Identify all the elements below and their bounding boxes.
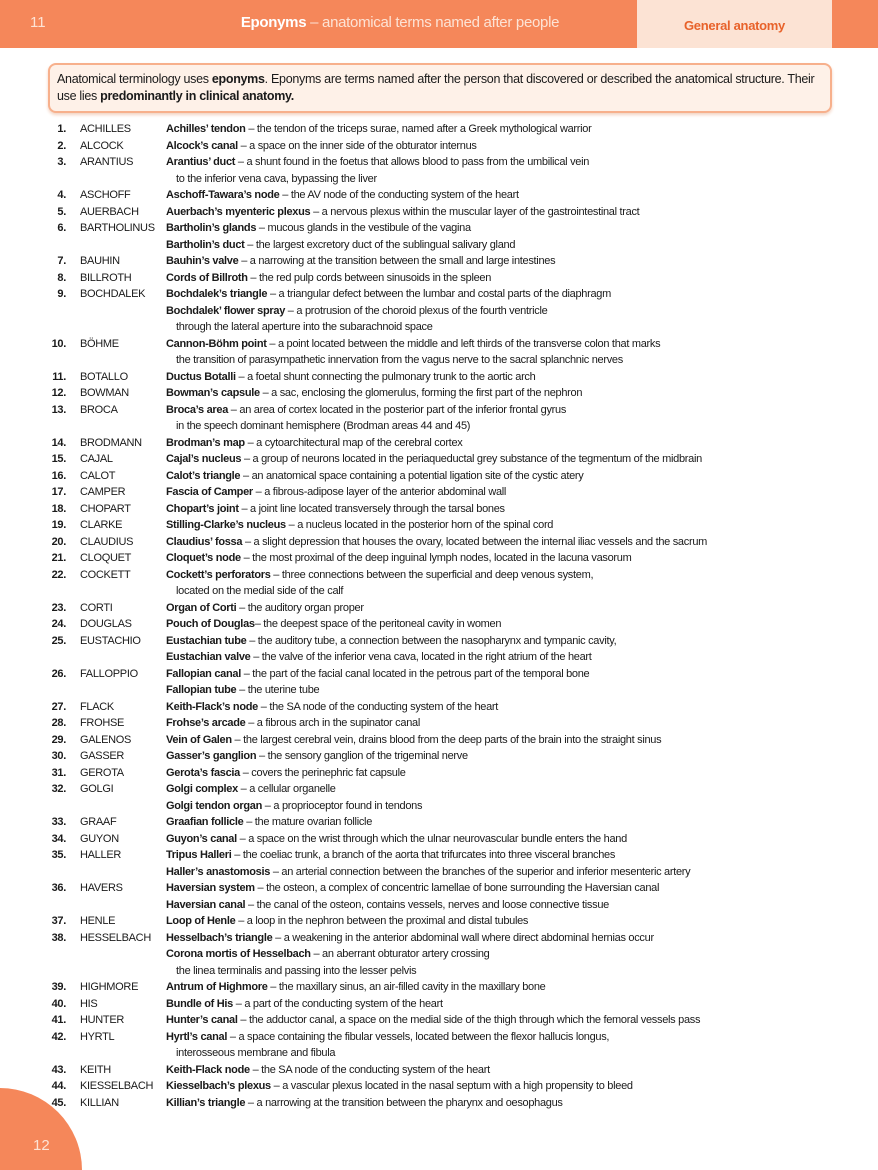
- list-item: [0, 765, 878, 782]
- entry-term: Antrum of Highmore: [166, 981, 268, 993]
- entry-number: 7.: [57, 255, 66, 267]
- entry-number: 29.: [51, 733, 66, 746]
- entry-description: – a part of the conducting system of the heart: [233, 997, 443, 1010]
- entry-description: – the deepest space of the peritoneal cavity in women: [254, 618, 502, 630]
- entry-description: – the auditory tube, a connection between the nasopharynx and tympanic cavity,: [246, 634, 617, 647]
- entry-name: AUERBACH: [80, 205, 139, 218]
- entry-number: 19.: [51, 519, 66, 531]
- entry-term: Loop of Henle: [166, 915, 236, 927]
- entry-number: 15.: [51, 453, 66, 465]
- entry-description: – a sac, enclosing the glomerulus, forming the first part of the nephron: [259, 387, 583, 399]
- entry-term: Kiesselbach’s plexus: [166, 1080, 271, 1092]
- entry-name: CALOT: [80, 469, 116, 482]
- entry-number: 8.: [57, 271, 66, 284]
- entry-description: – a protrusion of the choroid plexus of the fourth ventricle: [285, 304, 548, 317]
- list-item: [0, 385, 878, 402]
- entry-number: 35.: [51, 849, 66, 861]
- entry-name: BILLROTH: [80, 271, 132, 284]
- entry-description: – an area of cortex located in the posterior part of the inferior frontal gyrus: [228, 403, 567, 416]
- entry-description-continued: to the inferior vena cava, bypassing the liver: [176, 172, 377, 185]
- entry-name: GUYON: [80, 832, 119, 845]
- title-rest: – anatomical terms named after people: [306, 14, 560, 31]
- list-item-continuation: [0, 583, 878, 600]
- entry-term: Haversian canal: [166, 898, 246, 911]
- entry-name: ACHILLES: [80, 123, 131, 135]
- entry-name: FROHSE: [80, 717, 125, 729]
- entry-term: Bochdalek’s triangle: [166, 288, 268, 300]
- list-item: [0, 864, 878, 881]
- list-item: [0, 369, 878, 386]
- entry-number: 43.: [51, 1063, 66, 1076]
- entry-description: – covers the perinephric fat capsule: [239, 766, 406, 779]
- list-item: [0, 121, 878, 138]
- entry-description: – a narrowing at the transition between the pharynx and oesophagus: [245, 1096, 563, 1109]
- entry-term: Haller’s anastomosis: [166, 865, 271, 878]
- entry-term: Vein of Galen: [166, 733, 232, 746]
- entry-description: – the red pulp cords between sinusoids in the spleen: [247, 271, 492, 284]
- list-item-continuation: [0, 352, 878, 369]
- entry-term: Hyrtl’s canal: [166, 1030, 228, 1043]
- intro-text: . Eponyms are terms named after the person that discovered or described the anatomical structure. Their use lies: [57, 72, 815, 103]
- entry-number: 28.: [51, 717, 66, 729]
- entry-description: – a slight depression that houses the ovary, located between the internal iliac vessels and the sacrum: [242, 535, 707, 548]
- entry-number: 39.: [51, 981, 66, 993]
- entry-name: GRAAF: [80, 816, 117, 828]
- entry-description: – the largest excretory duct of the sublingual salivary gland: [244, 238, 516, 251]
- list-item: [0, 1012, 878, 1029]
- list-item: [0, 451, 878, 468]
- list-item: [0, 468, 878, 485]
- entry-name: GALENOS: [80, 733, 132, 746]
- list-item: [0, 550, 878, 567]
- entry-term: Fascia of Camper: [166, 486, 253, 498]
- entry-term: Eustachian valve: [166, 651, 251, 663]
- entry-name: BOTALLO: [80, 370, 128, 383]
- list-item: [0, 1095, 878, 1112]
- entry-term: Killian’s triangle: [166, 1096, 246, 1109]
- entry-description-continued: the linea terminalis and passing into the lesser pelvis: [176, 964, 417, 977]
- entry-term: Arantius’ duct: [166, 156, 236, 168]
- list-item: [0, 649, 878, 666]
- entry-number: 12.: [51, 387, 66, 399]
- entry-term: Golgi tendon organ: [166, 799, 263, 812]
- entry-term: Bartholin’s duct: [166, 238, 245, 251]
- list-item: [0, 534, 878, 551]
- entry-number: 17.: [51, 486, 66, 498]
- entry-name: HALLER: [80, 849, 121, 861]
- entry-number: 42.: [51, 1030, 66, 1043]
- entry-term: Cloquet’s node: [166, 552, 241, 564]
- entry-name: CHOPART: [80, 502, 131, 515]
- list-item-continuation: [0, 319, 878, 336]
- list-item-continuation: [0, 963, 878, 980]
- entry-name: ASCHOFF: [80, 189, 131, 201]
- entry-name: FALLOPPIO: [80, 667, 138, 680]
- entry-name: GOLGI: [80, 783, 114, 795]
- entry-name: HENLE: [80, 915, 116, 927]
- entry-description: – a proprioceptor found in tendons: [262, 799, 423, 812]
- entry-name: HESSELBACH: [80, 931, 151, 944]
- entry-name: GASSER: [80, 750, 125, 762]
- entry-number: 13.: [51, 403, 66, 416]
- list-item: [0, 253, 878, 270]
- entry-description: – the auditory organ proper: [236, 601, 364, 614]
- entry-term: Hesselbach’s triangle: [166, 931, 273, 944]
- entry-name: BRODMANN: [80, 436, 142, 449]
- entry-description: – an aberrant obturator artery crossing: [310, 948, 490, 960]
- entry-description: – a joint line located transversely through the tarsal bones: [238, 502, 505, 515]
- entry-description: – a cellular organelle: [237, 783, 336, 795]
- list-item: [0, 402, 878, 419]
- list-item: [0, 930, 878, 947]
- entry-term: Hunter’s canal: [166, 1014, 238, 1026]
- list-item: [0, 336, 878, 353]
- entry-name: CLOQUET: [80, 552, 132, 564]
- entry-description: – a fibrous-adipose layer of the anterior abdominal wall: [252, 486, 507, 498]
- list-item: [0, 996, 878, 1013]
- entry-description-continued: through the lateral aperture into the subarachnoid space: [176, 321, 433, 333]
- entry-term: Cords of Billroth: [166, 271, 248, 284]
- entry-term: Alcock’s canal: [166, 139, 238, 152]
- list-item: [0, 682, 878, 699]
- entry-number: 31.: [51, 766, 66, 779]
- entry-description: – an arterial connection between the branches of the superior and inferior mesenteric artery: [270, 865, 691, 878]
- entry-number: 16.: [51, 469, 66, 482]
- list-item: [0, 979, 878, 996]
- entry-number: 23.: [51, 601, 66, 614]
- section-tab: [637, 0, 832, 48]
- entry-number: 3.: [57, 156, 66, 168]
- entry-name: BARTHOLINUS: [80, 222, 155, 234]
- entry-term: Stilling-Clarke’s nucleus: [166, 519, 286, 531]
- entry-description: – three connections between the superficial and deep venous system,: [270, 568, 594, 581]
- entry-description: – a weakening in the anterior abdominal wall where direct abdominal hernias occur: [272, 931, 654, 944]
- entry-term: Bundle of His: [166, 997, 233, 1010]
- entry-name: CLARKE: [80, 519, 123, 531]
- entry-description: – a group of neurons located in the periaqueductal grey substance of the tegmentum of the midbrain: [241, 453, 702, 465]
- entry-name: HAVERS: [80, 882, 123, 894]
- intro-text: Anatomical terminology uses: [57, 72, 212, 86]
- entry-name: HIGHMORE: [80, 981, 139, 993]
- entry-term: Tripus Halleri: [166, 849, 232, 861]
- list-item: [0, 831, 878, 848]
- entry-description: – a triangular defect between the lumbar and costal parts of the diaphragm: [267, 288, 611, 300]
- entry-number: 33.: [51, 816, 66, 828]
- entry-name: KIESSELBACH: [80, 1080, 154, 1092]
- entry-term: Gasser’s ganglion: [166, 750, 257, 762]
- entry-description: – the canal of the osteon, contains vessels, nerves and loose connective tissue: [245, 898, 609, 911]
- entry-term: Bartholin’s glands: [166, 222, 257, 234]
- list-item: [0, 303, 878, 320]
- list-item: [0, 138, 878, 155]
- list-item: [0, 666, 878, 683]
- entry-name: CORTI: [80, 601, 113, 614]
- entry-term: Cajal’s nucleus: [166, 453, 242, 465]
- entry-description: – a foetal shunt connecting the pulmonary trunk to the aortic arch: [235, 370, 536, 383]
- list-item: [0, 270, 878, 287]
- entry-name: EUSTACHIO: [80, 634, 141, 647]
- entry-name: BOWMAN: [80, 387, 129, 399]
- list-item: [0, 1062, 878, 1079]
- entry-term: Golgi complex: [166, 783, 238, 795]
- entry-description: – a fibrous arch in the supinator canal: [245, 717, 420, 729]
- entry-term: Aschoff-Tawara’s node: [166, 189, 280, 201]
- entry-name: BOCHDALEK: [80, 288, 146, 300]
- entry-description: – the maxillary sinus, an air-filled cavity in the maxillary bone: [267, 981, 546, 993]
- entry-name: ALCOCK: [80, 139, 124, 152]
- list-item: [0, 484, 878, 501]
- entry-name: HYRTL: [80, 1030, 115, 1043]
- title-bold: Eponyms: [240, 14, 307, 31]
- entry-description: – a shunt found in the foetus that allows blood to pass from the umbilical vein: [235, 156, 590, 168]
- list-item: [0, 567, 878, 584]
- list-item: [0, 633, 878, 650]
- entry-name: DOUGLAS: [80, 618, 132, 630]
- entry-number: 2.: [57, 139, 66, 152]
- entry-name: BÖHME: [80, 337, 119, 350]
- entry-number: 14.: [51, 436, 66, 449]
- entry-term: Frohse’s arcade: [166, 717, 246, 729]
- list-item: [0, 435, 878, 452]
- list-item-continuation: [0, 171, 878, 188]
- list-item: [0, 946, 878, 963]
- list-item: [0, 699, 878, 716]
- list-item: [0, 913, 878, 930]
- entry-description: – a vascular plexus located in the nasal septum with a high propensity to bleed: [270, 1080, 633, 1092]
- entry-number: 27.: [51, 700, 66, 713]
- list-item: [0, 517, 878, 534]
- entry-name: CAMPER: [80, 486, 126, 498]
- list-item: [0, 600, 878, 617]
- entry-description: – the coeliac trunk, a branch of the aorta that trifurcates into three visceral branches: [231, 849, 616, 861]
- entry-number: 38.: [51, 931, 66, 944]
- entry-description: – the SA node of the conducting system of the heart: [249, 1063, 490, 1076]
- entry-term: Brodman’s map: [166, 436, 245, 449]
- entry-name: HUNTER: [80, 1014, 125, 1026]
- entry-name: KILLIAN: [80, 1096, 119, 1109]
- entry-description: – a nucleus located in the posterior horn of the spinal cord: [285, 519, 554, 531]
- entry-description: – a cytoarchitectural map of the cerebral cortex: [244, 436, 463, 449]
- entry-name: HIS: [80, 997, 98, 1010]
- entry-number: 9.: [57, 288, 66, 300]
- footer-page-number: 12: [33, 1137, 50, 1154]
- intro-bold: predominantly in clinical anatomy.: [100, 89, 294, 103]
- entry-term: Cannon-Böhm point: [166, 337, 267, 350]
- entry-number: 21.: [51, 552, 66, 564]
- entry-term: Bowman’s capsule: [166, 387, 260, 399]
- entry-description: – the adductor canal, a space on the medial side of the thigh through which the femoral vessels pass: [237, 1014, 701, 1026]
- entry-term: Claudius’ fossa: [166, 535, 243, 548]
- entry-number: 26.: [51, 667, 66, 680]
- list-item: [0, 897, 878, 914]
- list-item-continuation: [0, 1045, 878, 1062]
- list-item: [0, 847, 878, 864]
- list-item: [0, 220, 878, 237]
- entry-number: 40.: [51, 997, 66, 1010]
- entry-description-continued: the transition of parasympathetic innervation from the vagus nerve to the sacral splanchnic nerves: [176, 354, 623, 366]
- list-item: [0, 187, 878, 204]
- entry-number: 41.: [51, 1014, 66, 1026]
- entry-term: Haversian system: [166, 882, 255, 894]
- entry-description: – a space containing the fibular vessels, located between the flexor hallucis longus,: [227, 1030, 610, 1043]
- list-item: [0, 616, 878, 633]
- entry-term: Organ of Corti: [166, 601, 237, 614]
- entry-term: Eustachian tube: [166, 634, 247, 647]
- list-item: [0, 880, 878, 897]
- entry-name: GEROTA: [80, 766, 124, 779]
- entry-term: Fallopian canal: [166, 667, 241, 680]
- list-item: [0, 748, 878, 765]
- entry-term: Graafian follicle: [166, 816, 244, 828]
- entry-number: 30.: [51, 750, 66, 762]
- header-page-number: 11: [30, 14, 46, 31]
- entry-term: Keith-Flack’s node: [166, 700, 258, 713]
- entry-number: 24.: [51, 618, 66, 630]
- entry-term: Fallopian tube: [166, 684, 237, 696]
- entry-number: 6.: [57, 222, 66, 234]
- entry-number: 18.: [51, 502, 66, 515]
- entry-number: 5.: [57, 205, 66, 218]
- entry-description: – a point located between the middle and left thirds of the transverse colon that marks: [266, 337, 661, 350]
- entry-term: Keith-Flack node: [166, 1063, 250, 1076]
- entry-description-continued: interosseous membrane and fibula: [176, 1047, 336, 1059]
- entry-number: 34.: [51, 832, 66, 845]
- entry-description: – an anatomical space containing a potential ligation site of the cystic atery: [240, 469, 584, 482]
- list-item: [0, 501, 878, 518]
- page-header: [0, 0, 878, 48]
- entry-term: Calot’s triangle: [166, 469, 241, 482]
- entry-name: BROCA: [80, 403, 118, 416]
- entry-name: FLACK: [80, 700, 114, 713]
- entry-description: – the part of the facial canal located in the petrous part of the temporal bone: [240, 667, 590, 680]
- entry-name: KEITH: [80, 1063, 111, 1076]
- entry-number: 36.: [51, 882, 66, 894]
- entry-term: Achilles’ tendon: [166, 123, 246, 135]
- entry-number: 11.: [52, 370, 66, 383]
- entry-number: 4.: [57, 189, 66, 201]
- intro-box: [48, 63, 832, 113]
- list-item: [0, 154, 878, 171]
- entry-name: CLAUDIUS: [80, 535, 134, 548]
- entry-description: – a narrowing at the transition between the small and large intestines: [238, 255, 556, 267]
- entry-description: – a space on the inner side of the obturator internus: [237, 139, 477, 152]
- entry-term: Pouch of Douglas: [166, 618, 255, 630]
- entry-term: Ductus Botalli: [166, 370, 236, 383]
- entry-name: CAJAL: [80, 453, 113, 465]
- entry-description: – the uterine tube: [236, 684, 320, 696]
- entry-description-continued: located on the medial side of the calf: [176, 585, 344, 597]
- entry-description: – the valve of the inferior vena cava, located in the right atrium of the heart: [250, 651, 592, 663]
- entry-term: Gerota’s fascia: [166, 766, 240, 779]
- list-item: [0, 798, 878, 815]
- entry-name: COCKETT: [80, 568, 131, 581]
- entry-number: 44.: [51, 1080, 66, 1092]
- list-item-continuation: [0, 418, 878, 435]
- page-title: [200, 14, 600, 31]
- list-item: [0, 286, 878, 303]
- list-item: [0, 1029, 878, 1046]
- entry-description: – a nervous plexus within the muscular layer of the gastrointestinal tract: [310, 205, 640, 218]
- list-item: [0, 814, 878, 831]
- entry-number: 20.: [51, 535, 66, 548]
- entry-description: – the most proximal of the deep inguinal lymph nodes, located in the lacuna vasorum: [240, 552, 632, 564]
- entry-description: – the largest cerebral vein, drains blood from the deep parts of the brain into the straight sinus: [231, 733, 662, 746]
- entry-name: ARANTIUS: [80, 156, 134, 168]
- entry-description: – the sensory ganglion of the trigeminal nerve: [256, 750, 468, 762]
- entry-name: BAUHIN: [80, 255, 120, 267]
- entry-term: Chopart’s joint: [166, 502, 239, 515]
- list-item: [0, 1078, 878, 1095]
- eponym-list: [0, 121, 878, 1111]
- intro-bold: eponyms: [211, 72, 265, 86]
- entry-description: – a space on the wrist through which the ulnar neurovascular bundle enters the hand: [236, 832, 627, 845]
- entry-number: 45.: [51, 1096, 66, 1109]
- entry-number: 32.: [51, 783, 66, 795]
- entry-term: Broca’s area: [166, 403, 229, 416]
- entry-description: – the AV node of the conducting system of the heart: [279, 189, 519, 201]
- entry-number: 37.: [51, 915, 66, 927]
- entry-description: – the tendon of the triceps surae, named after a Greek mythological warrior: [245, 123, 592, 135]
- entry-number: 1.: [57, 123, 66, 135]
- entry-number: 10.: [51, 337, 66, 350]
- entry-term: Bauhin’s valve: [166, 255, 239, 267]
- list-item: [0, 204, 878, 221]
- entry-description: – the mature ovarian follicle: [243, 816, 373, 828]
- list-item: [0, 781, 878, 798]
- section-tab-label: General anatomy: [684, 18, 785, 33]
- entry-description: – the SA node of the conducting system of the heart: [258, 700, 499, 713]
- entry-number: 22.: [51, 568, 66, 581]
- list-item: [0, 237, 878, 254]
- entry-description: – the osteon, a complex of concentric lamellae of bone surrounding the Haversian canal: [254, 882, 660, 894]
- entry-description: – mucous glands in the vestibule of the vagina: [256, 222, 471, 234]
- entry-term: Cockett’s perforators: [166, 568, 271, 581]
- entry-number: 25.: [51, 634, 66, 647]
- entry-term: Bochdalek’ flower spray: [166, 304, 286, 317]
- entry-term: Corona mortis of Hesselbach: [166, 948, 311, 960]
- entry-term: Auerbach’s myenteric plexus: [166, 205, 311, 218]
- list-item: [0, 732, 878, 749]
- list-item: [0, 715, 878, 732]
- entry-term: Guyon’s canal: [166, 832, 237, 845]
- entry-description-continued: in the speech dominant hemisphere (Brodman areas 44 and 45): [176, 420, 471, 432]
- entry-description: – a loop in the nephron between the proximal and distal tubules: [235, 915, 529, 927]
